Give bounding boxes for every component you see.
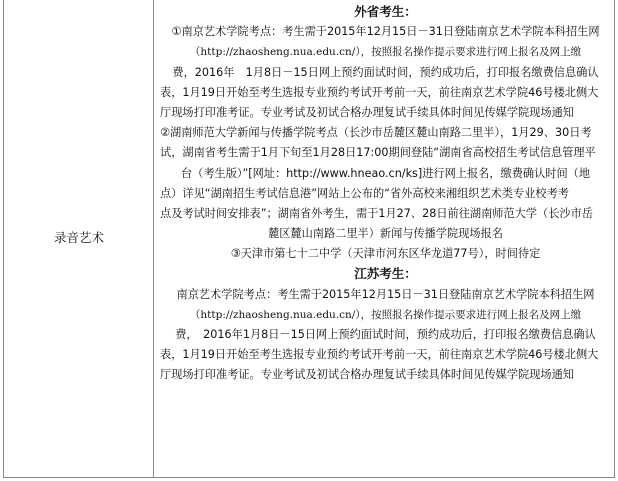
text-line: ③天津市第七十二中学（天津市河东区华龙道77号），时间待定: [230, 247, 541, 261]
text-line: 厅现场打印准考证。专业考试及初试合格办理复试手续具体时间见传媒学院现场通知: [160, 368, 574, 382]
exam-info-table: [3, 0, 615, 478]
text-line: ①南京艺术学院考点：考生需于2015年12月15日－31日登陆南京艺术学院本科招生网: [171, 25, 600, 39]
text-line: 费，2016年 1月8日－15日网上预约面试时间，预约成功后，打印报名缴费信息确认: [172, 65, 599, 79]
category-label: 录音艺术: [53, 230, 104, 245]
text-line: （http://zhaosheng.nua.edu.cn/），按照报名操作提示要求进行网上报名及网上缴: [189, 46, 582, 59]
text-line: 南京艺术学院考点：考生需于2015年12月15日－31日登陆南京艺术学院本科招生网: [176, 287, 595, 301]
text-line: （http://zhaosheng.nua.edu.cn/），按照报名操作提示要求进行网上报名及网上缴: [189, 308, 582, 321]
category-cell: [4, 0, 154, 477]
section-heading-out-of-province: 外省考生：: [354, 4, 417, 19]
text-line: 点及考试时间安排表”；湖南省外考生，需于1月27、28日前往湖南师范大学（长沙市岳: [160, 206, 593, 220]
text-line: 费， 2016年1月8日－15日网上预约面试时间，预约成功后，打印报名缴费信息确认: [175, 328, 596, 341]
text-line: 麓区麓山南路二里半）新闻与传播学院现场报名: [268, 227, 503, 241]
text-line: 试，湖南省考生需于1月下旬至1月28日17:00期间登陆“湖南省高校招生考试信息管理平: [160, 146, 596, 160]
section-heading-jiangsu: 江苏考生：: [354, 266, 417, 282]
text-line: 台（考生版）”[网址：http://www.hneao.cn/ks]进行网上报名，缴费确认时间（地: [180, 166, 591, 180]
details-cell: [155, 0, 614, 477]
text-line: 表，1月19日开始至考生选报专业预约考试开考前一天，前往南京艺术学院46号楼北侧大: [160, 348, 599, 362]
text-line: 厅现场打印准考证。专业考试及初试合格办理复试手续具体时间见传媒学院现场通知: [160, 105, 574, 119]
text-line: 点）详见“湖南招生考试信息港”网站上公布的“省外高校来湘组织艺术类专业校考考: [160, 186, 569, 200]
text-line: 表，1月19日开始至考生选报专业预约考试开考前一天，前往南京艺术学院46号楼北侧大: [160, 85, 599, 99]
text-line: ②湖南师范大学新闻与传播学院考点（长沙市岳麓区麓山南路二里半），1月29、30日考: [160, 126, 592, 140]
